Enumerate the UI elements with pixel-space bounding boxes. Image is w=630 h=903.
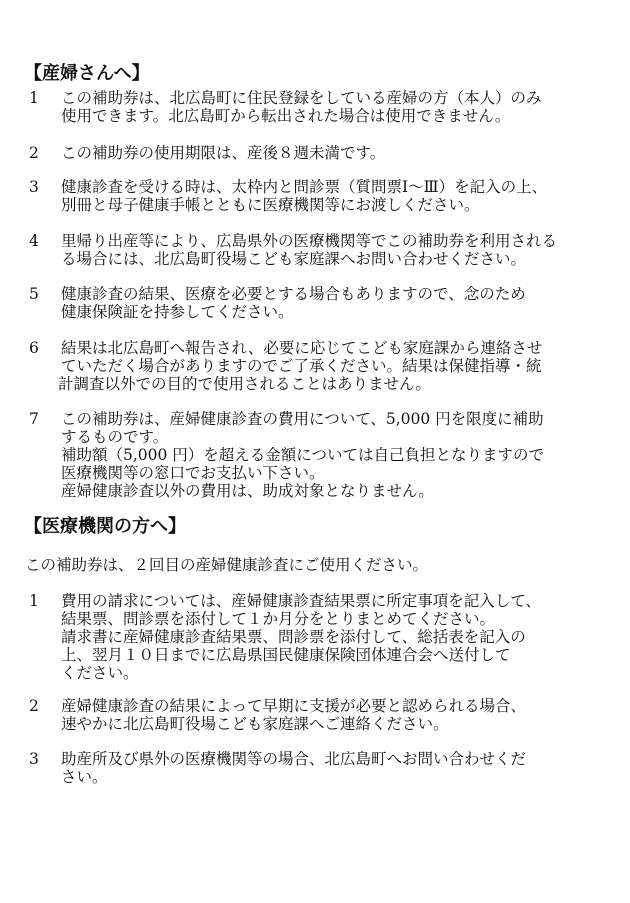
institutions-section-heading: 【医療機関の方へ】 bbox=[24, 516, 186, 537]
item-line: この補助券は、北広島町に住民登録をしている産婦の方（本人）のみ bbox=[61, 89, 542, 107]
item-line: 別冊と母子健康手帳とともに医療機関等にお渡しください。 bbox=[61, 196, 480, 214]
institutions-intro: この補助券は、２回目の産婦健康診査にご使用ください。 bbox=[25, 556, 429, 574]
item-number: 2 bbox=[29, 144, 39, 162]
item-text bbox=[61, 285, 526, 321]
item-line: 産婦健康診査以外の費用は、助成対象となりません。 bbox=[61, 482, 434, 500]
item-line: 費用の請求については、産婦健康診査結果票に所定事項を記入して、 bbox=[61, 592, 541, 610]
item-text bbox=[61, 592, 541, 682]
item-number: 4 bbox=[29, 232, 39, 250]
item-line: 結果は北広島町へ報告され、必要に応じてこども家庭課から連絡させ bbox=[61, 339, 543, 357]
item-text bbox=[61, 410, 544, 500]
item-line: 助産所及び県外の医療機関等の場合、北広島町へお問い合わせくだ bbox=[61, 750, 527, 768]
item-number: 1 bbox=[29, 592, 39, 610]
item-line: 健康診査の結果、医療を必要とする場合もありますので、念のため bbox=[61, 285, 526, 303]
item-line: 結果票、問診票を添付して１か月分をとりまとめてください。 bbox=[61, 610, 496, 628]
item-number: 6 bbox=[29, 339, 39, 357]
item-line: この補助券の使用期限は、産後８週未満です。 bbox=[61, 144, 386, 162]
item-text bbox=[61, 144, 385, 162]
item-number: 3 bbox=[29, 750, 39, 768]
item-line: 里帰り出産等により、広島県外の医療機関等でこの補助券を利用される bbox=[61, 232, 558, 250]
item-line: するものです。 bbox=[61, 428, 169, 446]
item-line: 計調査以外での目的で使用されることはありません。 bbox=[58, 375, 431, 393]
item-line: 速やかに北広島町役場こども家庭課へご連絡ください。 bbox=[61, 715, 449, 733]
item-text bbox=[61, 697, 526, 733]
item-text bbox=[61, 89, 542, 125]
item-line: 使用できます。北広島町から転出された場合は使用できません。 bbox=[61, 107, 511, 125]
item-text bbox=[61, 178, 547, 214]
item-line: 上、翌月１０日までに広島県国民健康保険団体連合会へ送付して bbox=[61, 646, 511, 664]
item-number: 2 bbox=[29, 697, 39, 715]
item-number: 5 bbox=[29, 285, 39, 303]
item-line: 健康保険証を持参してください。 bbox=[61, 303, 294, 321]
item-line: ていただく場合がありますのでご了承ください。結果は保健指導・統 bbox=[61, 357, 542, 375]
item-text bbox=[61, 750, 526, 786]
item-line: この補助券は、産婦健康診査の費用について、5,000 円を限度に補助 bbox=[61, 410, 544, 428]
item-line: 産婦健康診査の結果によって早期に支援が必要と認められる場合、 bbox=[61, 697, 527, 715]
item-number: 1 bbox=[29, 89, 39, 107]
item-text bbox=[58, 339, 543, 393]
item-line: 補助額（5,000 円）を超える金額については自己負担となりますので bbox=[61, 446, 544, 464]
item-line: ください。 bbox=[61, 664, 139, 682]
patients-section-heading: 【産婦さんへ】 bbox=[24, 63, 150, 84]
item-line: 健康診査を受ける時は、太枠内と問診票（質問票Ⅰ～Ⅲ）を記入の上、 bbox=[61, 178, 548, 196]
item-line: 請求書に産婦健康診査結果票、問診票を添付して、総括表を記入の bbox=[61, 628, 526, 646]
item-line: さい。 bbox=[61, 768, 108, 786]
item-line: 医療機関等の窓口でお支払い下さい。 bbox=[61, 464, 325, 482]
item-number: 7 bbox=[29, 410, 39, 428]
item-number: 3 bbox=[29, 178, 39, 196]
item-text bbox=[61, 232, 557, 268]
item-line: る場合には、北広島町役場こども家庭課へお問い合わせください。 bbox=[61, 250, 527, 268]
